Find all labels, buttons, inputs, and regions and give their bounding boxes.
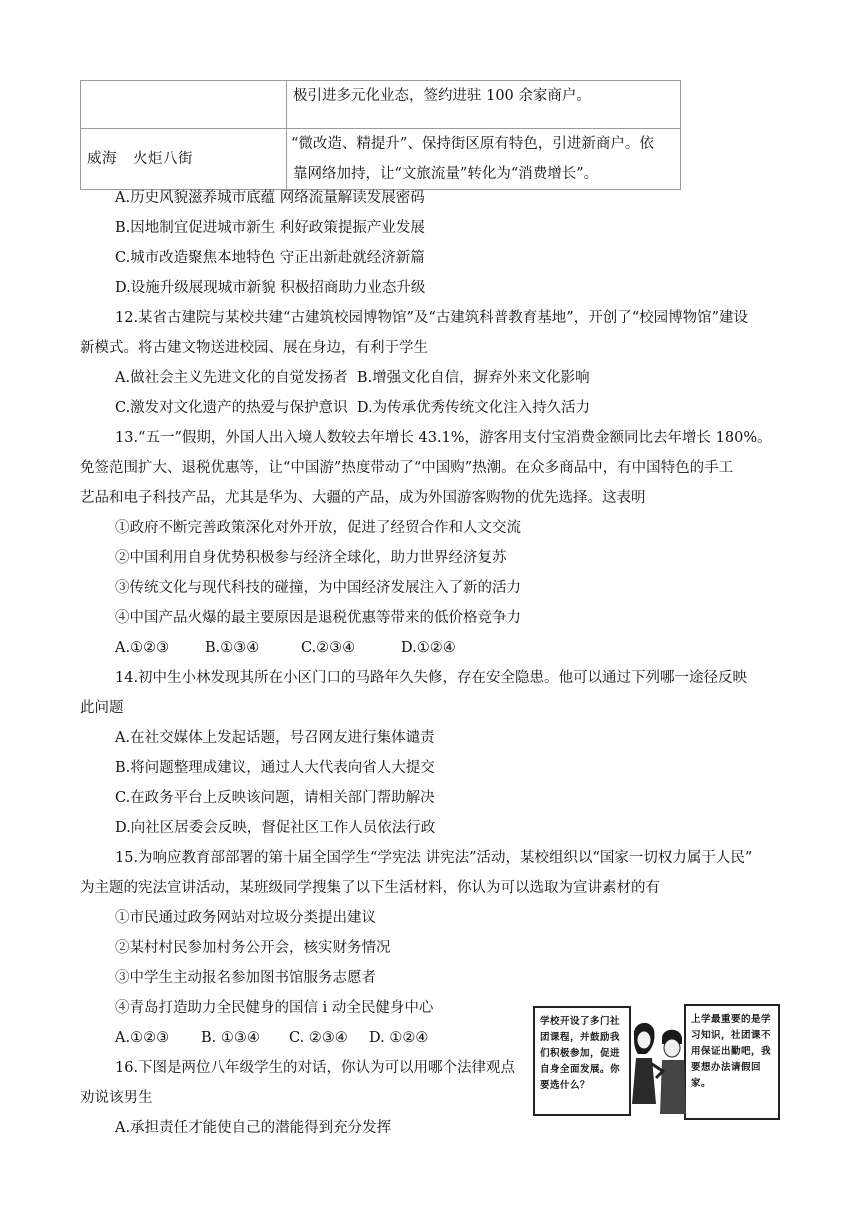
q13-item-4: ④中国产品火爆的最主要原因是退税优惠等带来的低价格竞争力 — [115, 610, 521, 626]
city-name: 威海 — [87, 151, 117, 167]
q12-option-a: A.做社会主义先进文化的自觉发扬者 — [115, 370, 348, 386]
q13-item-2: ②中国利用自身优势积极参与经济全球化，助力世界经济复苏 — [115, 550, 507, 566]
q15-option-b: B. ①③④ — [201, 1030, 260, 1046]
q12-option-d: D.为传承优秀传统文化注入持久活力 — [356, 400, 591, 416]
q13-option-a: A.①②③ — [115, 640, 170, 656]
q13-stem-line1: 13.“五一”假期，外国人出入境人数较去年增长 43.1%，游客用支付宝消费金额同比去年增长 180%。 — [115, 430, 772, 446]
q14-option-d: D.向社区居委会反映，督促社区工作人员依法行政 — [115, 820, 436, 836]
desc-line: 靠网络加持，让“文旅流量”转化为“消费增长”。 — [293, 166, 599, 182]
q13-item-1: ①政府不断完善政策深化对外开放，促进了经贸合作和人文交流 — [115, 520, 521, 536]
q11-option-a: A.历史风貌滋养城市底蕴 网络流量解读发展密码 — [115, 190, 425, 206]
q12-option-c: C.激发对文化遗产的热爱与保护意识 — [115, 400, 348, 416]
q13-options — [115, 638, 456, 658]
q15-item-4: ④青岛打造助力全民健身的国信 i 动全民健身中心 — [115, 1000, 434, 1016]
right-speech-bubble: 上学最重要的是学习知识，社团课不用保证出勤吧，我要想办法请假回家。 — [684, 1004, 780, 1120]
q14-stem-line2: 此问题 — [80, 700, 124, 716]
q15-item-2: ②某村村民参加村务公开会，核实财务情况 — [115, 940, 391, 956]
students-figure-icon — [626, 1014, 688, 1124]
table-row — [81, 81, 681, 129]
q14-option-b: B.将问题整理成建议，通过人大代表向省人大提交 — [115, 760, 435, 776]
q15-stem-line2: 为主题的宪法宣讲活动，某班级同学搜集了以下生活材料，你认为可以选取为宣讲素材的有 — [80, 880, 660, 896]
dialogue-cartoon — [530, 1000, 782, 1126]
q13-item-3: ③传统文化与现代科技的碰撞，为中国经济发展注入了新的活力 — [115, 580, 521, 596]
desc-line: “微改造、精提升”、保持街区原有特色，引进新商户。依 — [291, 136, 654, 152]
q12-options-ab — [115, 368, 590, 388]
q13-option-b: B.①③④ — [205, 640, 260, 656]
q14-option-a: A.在社交媒体上发起话题，号召网友进行集体谴责 — [115, 730, 435, 746]
q12-option-b: B.增强文化自信，摒弃外来文化影响 — [356, 370, 590, 386]
q11-option-b: B.因地制宜促进城市新生 利好政策提振产业发展 — [115, 220, 425, 236]
table-row — [81, 129, 681, 190]
q15-stem-line1: 15.为响应教育部部署的第十届全国学生“学宪法 讲宪法”活动，某校组织以“国家一切权力属于人民” — [115, 850, 753, 866]
table-cell-city — [81, 81, 287, 129]
left-speech-bubble: 学校开设了多门社团课程，并鼓励我们积极参加，促进自身全面发展。你要选什么？ — [533, 1006, 631, 1116]
city-table — [80, 80, 681, 190]
q15-option-a: A.①②③ — [115, 1030, 170, 1046]
q15-option-c: C. ②③④ — [289, 1030, 348, 1046]
street-name: 火炬八街 — [133, 151, 193, 167]
q16-stem-line1: 16.下图是两位八年级学生的对话，你认为可以用哪个法律观点 — [115, 1060, 516, 1076]
q12-stem-line1: 12.某省古建院与某校共建“古建筑校园博物馆”及“古建筑科普教育基地”，开创了“校园博物馆”建设 — [115, 310, 749, 326]
q16-option-a: A.承担责任才能使自己的潜能得到充分发挥 — [115, 1120, 392, 1136]
table-cell-desc — [287, 129, 681, 190]
q12-options-cd — [115, 398, 590, 418]
table-cell-desc: 极引进多元化业态，签约进驻 100 余家商户。 — [287, 81, 681, 129]
q14-stem-line1: 14.初中生小林发现其所在小区门口的马路年久失修，存在安全隐患。他可以通过下列哪一途径反映 — [115, 670, 748, 686]
q13-stem-line3: 艺品和电子科技产品，尤其是华为、大疆的产品，成为外国游客购物的优先选择。这表明 — [80, 490, 646, 506]
q15-options — [115, 1028, 428, 1048]
q15-item-3: ③中学生主动报名参加图书馆服务志愿者 — [115, 970, 376, 986]
q13-option-c: C.②③④ — [301, 640, 356, 656]
q12-stem-line2: 新模式。将古建文物送进校园、展在身边，有利于学生 — [80, 340, 428, 356]
q16-stem-line2: 劝说该男生 — [80, 1090, 153, 1106]
q11-option-d: D.设施升级展现城市新貌 积极招商助力业态升级 — [115, 280, 426, 296]
q13-option-d: D.①②④ — [401, 640, 456, 656]
table-cell-city — [81, 129, 287, 190]
q15-item-1: ①市民通过政务网站对垃圾分类提出建议 — [115, 910, 376, 926]
q11-option-c: C.城市改造聚焦本地特色 守正出新赴就经济新篇 — [115, 250, 425, 266]
q14-option-c: C.在政务平台上反映该问题，请相关部门帮助解决 — [115, 790, 435, 806]
q15-option-d: D. ①②④ — [369, 1030, 429, 1046]
q13-stem-line2: 免签范围扩大、退税优惠等，让“中国游”热度带动了“中国购”热潮。在众多商品中，有中国特色的手工 — [80, 460, 734, 476]
